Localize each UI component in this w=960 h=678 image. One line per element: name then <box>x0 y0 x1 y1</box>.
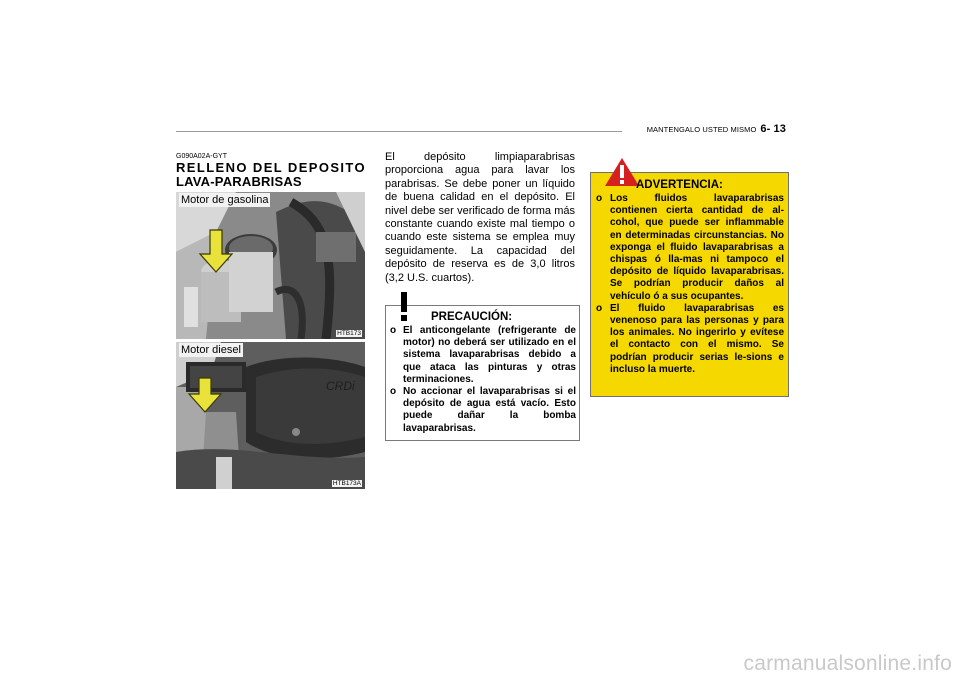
bullet: o <box>390 386 397 398</box>
photo-gasoline-engine <box>176 192 365 339</box>
caution-box <box>385 305 580 441</box>
down-arrow-icon <box>176 192 365 339</box>
warning-item-text: El fluido lavaparabrisas es venenoso para las personas y para los animales. No ingerirlo y evítese el contacto con el mismo. Se podrían producir serias le-sions e incluso la muerte. <box>610 302 784 375</box>
bullet: o <box>596 302 603 314</box>
page-number: 6- 13 <box>760 123 786 135</box>
list-item <box>596 303 784 376</box>
section-title-line-2: LAVA-PARABRISAS <box>176 174 302 189</box>
engine-cover-mark: CRDi <box>326 379 355 393</box>
section-title-line-1: RELLENO DEL DEPOSITO <box>176 160 367 175</box>
warning-box <box>590 172 789 397</box>
header-rule <box>176 131 622 132</box>
section-title <box>176 161 366 189</box>
list-item <box>390 325 576 386</box>
running-title: MANTENGALO USTED MISMO <box>646 125 757 134</box>
running-header <box>647 123 786 135</box>
section-code: G090A02A-GYT <box>176 153 227 160</box>
caution-title: PRECAUCIÓN: <box>431 311 513 323</box>
down-arrow-icon <box>176 342 365 489</box>
photo-label: Motor diesel <box>181 344 241 356</box>
list-item <box>596 193 784 303</box>
bullet: o <box>390 325 397 336</box>
bullet: o <box>596 193 603 204</box>
warning-triangle-icon <box>604 157 640 187</box>
body-text: El depósito limpiaparabrisas proporciona agua para lavar los parabrisas. Se debe poner un líquido de buena calidad en el depósito. El nivel debe ser verificado de forma más constante cuando existe mal tiempo o cuando este sistema se emplea muy seguidamente. La capacidad del depósito de reserva es de 3,0 litros (3,2 U.S. cuartos). <box>385 151 575 284</box>
caution-item-text: El anticongelante (refrigerante de motor) no deberá ser utilizado en el sistema lavaparabrisas debido a que ataca las pinturas y otras terminaciones. <box>403 325 576 385</box>
photo-diesel-engine <box>176 342 365 489</box>
caution-list <box>390 325 576 435</box>
photo-label: Motor de gasolina <box>181 194 269 206</box>
warning-title: ADVERTENCIA: <box>636 179 723 191</box>
watermark: carmanualsonline.info <box>743 652 952 675</box>
photo-code: HTB173A <box>332 480 361 487</box>
photo-code: HTB173 <box>337 330 361 337</box>
caution-item-text: No accionar el lavaparabrisas si el depósito de agua está vacío. Esto puede dañar la bomba lavaparabrisas. <box>403 386 576 434</box>
list-item <box>390 386 576 435</box>
exclamation-mark-icon <box>392 289 416 323</box>
warning-item-text: Los fluidos lavaparabrisas contienen cierta cantidad de al-cohol, que puede ser inflammable en determinadas circunstancias. No exponga el fluido lavaparabrisas a chispas ó lla-mas ni tampoco el depósito de líquido lavaparabrisas. Se podrían producir daños al vehículo ó a sus ocupantes. <box>610 193 784 302</box>
warning-list <box>596 193 784 376</box>
